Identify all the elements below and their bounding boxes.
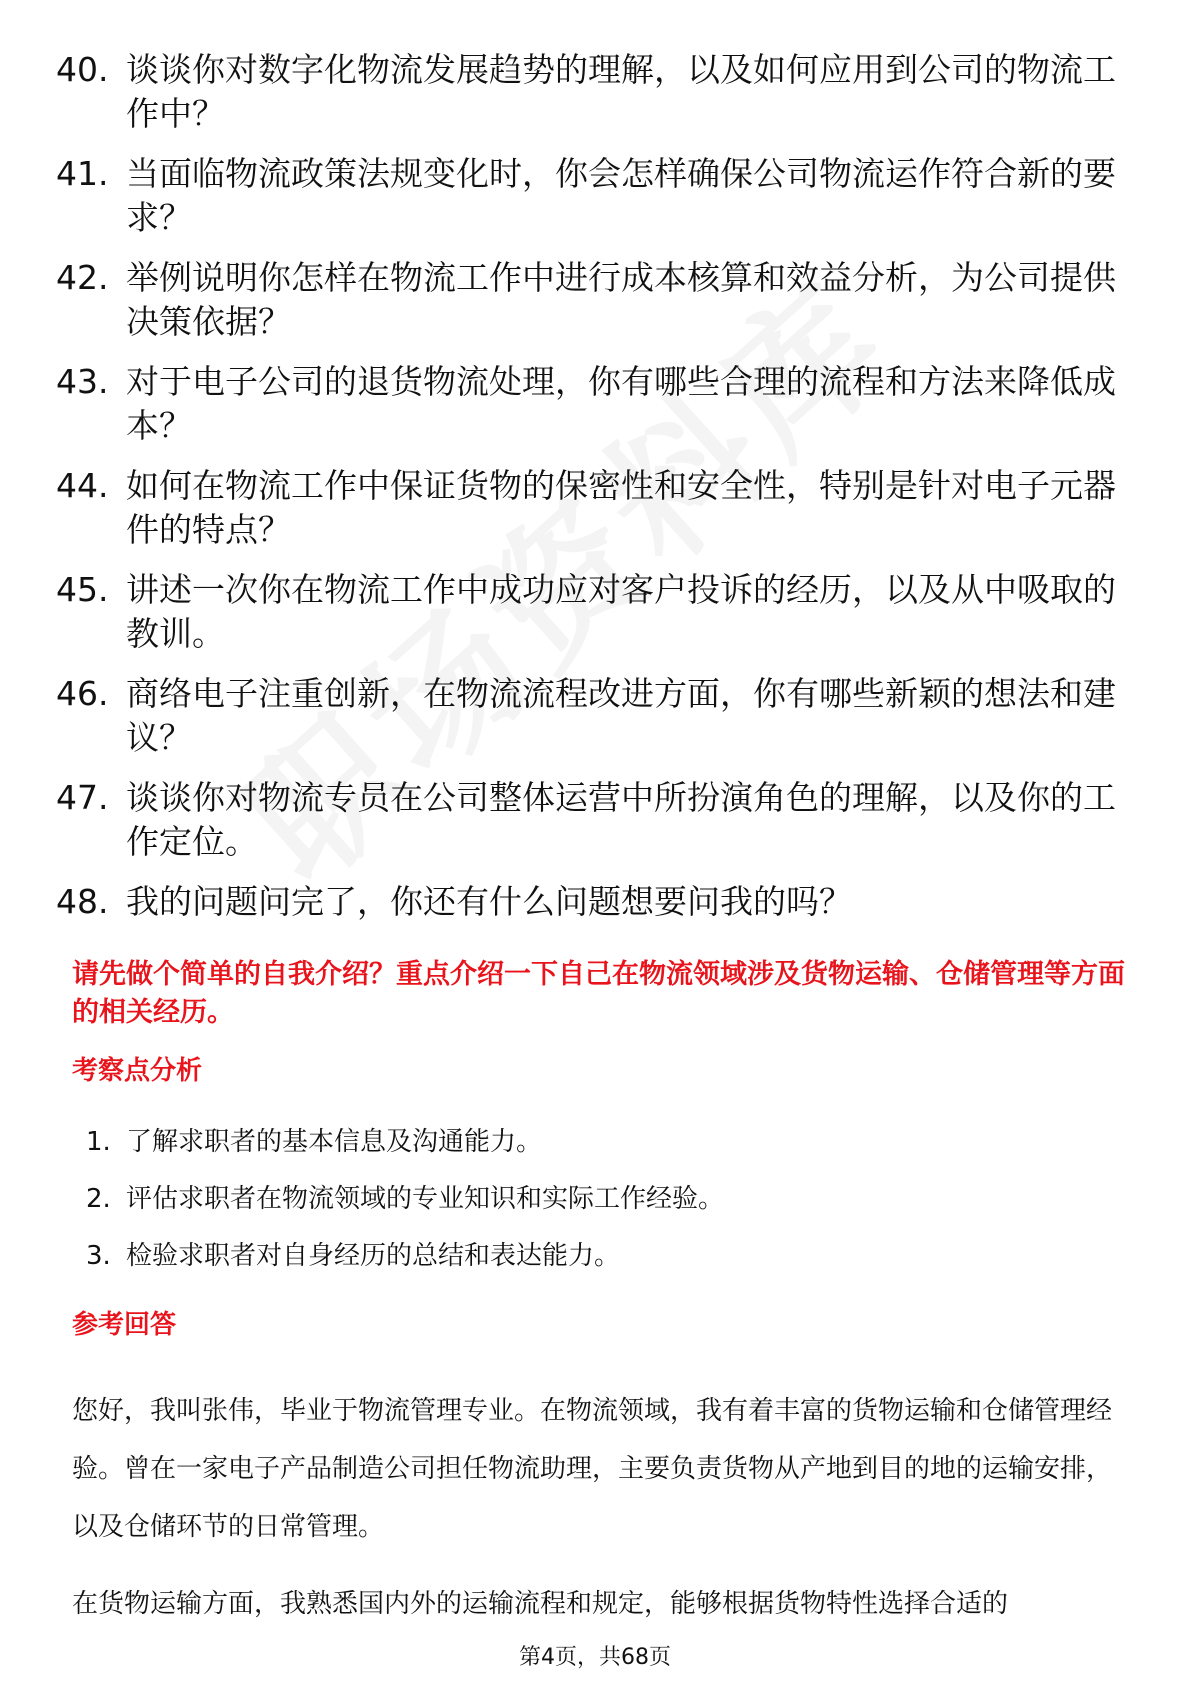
item-text: 对于电子公司的退货物流处理，你有哪些合理的流程和方法来降低成本？	[126, 362, 1116, 445]
list-item	[56, 152, 1146, 240]
item-text: 讲述一次你在物流工作中成功应对客户投诉的经历，以及从中吸取的教训。	[126, 570, 1116, 653]
section-title: 请先做个简单的自我介绍？重点介绍一下自己在物流领域涉及货物运输、仓储管理等方面的相关经历。	[72, 959, 1125, 1028]
item-text: 谈谈你对物流专员在公司整体运营中所扮演角色的理解，以及你的工作定位。	[126, 778, 1116, 861]
item-number: 40.	[56, 50, 109, 89]
list-item	[56, 256, 1146, 344]
list-item	[56, 48, 1146, 136]
item-number: 44.	[56, 466, 109, 505]
analysis-list	[86, 1122, 724, 1293]
list-item	[86, 1179, 724, 1219]
answer-paragraph: 在货物运输方面，我熟悉国内外的运输流程和规定，能够根据货物特性选择合适的	[72, 1589, 1009, 1619]
list-item	[56, 360, 1146, 448]
list-item	[56, 776, 1146, 864]
question-list	[56, 48, 1146, 940]
list-item	[56, 672, 1146, 760]
item-text: 举例说明你怎样在物流工作中进行成本核算和效益分析，为公司提供决策依据？	[126, 258, 1116, 341]
item-text: 商络电子注重创新，在物流流程改进方面，你有哪些新颖的想法和建议？	[126, 674, 1116, 757]
item-number: 43.	[56, 362, 109, 401]
answer-paragraph: 您好，我叫张伟，毕业于物流管理专业。在物流领域，我有着丰富的货物运输和仓储管理经验。曾在一家电子产品制造公司担任物流助理，主要负责货物从产地到目的地的运输安排，以及仓储环节的日常管理。	[72, 1396, 1113, 1542]
item-number: 41.	[56, 154, 109, 193]
item-number: 46.	[56, 674, 109, 713]
item-number: 45.	[56, 570, 109, 609]
item-text: 了解求职者的基本信息及沟通能力。	[126, 1127, 543, 1157]
list-item	[56, 464, 1146, 552]
list-item	[56, 880, 1146, 924]
item-text: 如何在物流工作中保证货物的保密性和安全性，特别是针对电子元器件的特点？	[126, 466, 1116, 549]
item-text: 评估求职者在物流领域的专业知识和实际工作经验。	[126, 1184, 725, 1214]
item-text: 谈谈你对数字化物流发展趋势的理解，以及如何应用到公司的物流工作中？	[126, 50, 1116, 133]
item-number: 1.	[86, 1127, 111, 1157]
item-text: 检验求职者对自身经历的总结和表达能力。	[126, 1241, 621, 1271]
page-footer: 第4页，共68页	[519, 1645, 671, 1670]
item-number: 3.	[86, 1241, 111, 1271]
list-item	[86, 1236, 724, 1276]
list-item	[56, 568, 1146, 656]
item-number: 2.	[86, 1184, 111, 1214]
item-number: 42.	[56, 258, 109, 297]
item-number: 47.	[56, 778, 109, 817]
analysis-heading: 考察点分析	[72, 1056, 203, 1086]
item-text: 我的问题问完了，你还有什么问题想要问我的吗？	[126, 882, 852, 921]
item-number: 48.	[56, 882, 109, 921]
item-text: 当面临物流政策法规变化时，你会怎样确保公司物流运作符合新的要求？	[126, 154, 1116, 237]
list-item	[86, 1122, 724, 1162]
answer-heading: 参考回答	[72, 1310, 177, 1340]
